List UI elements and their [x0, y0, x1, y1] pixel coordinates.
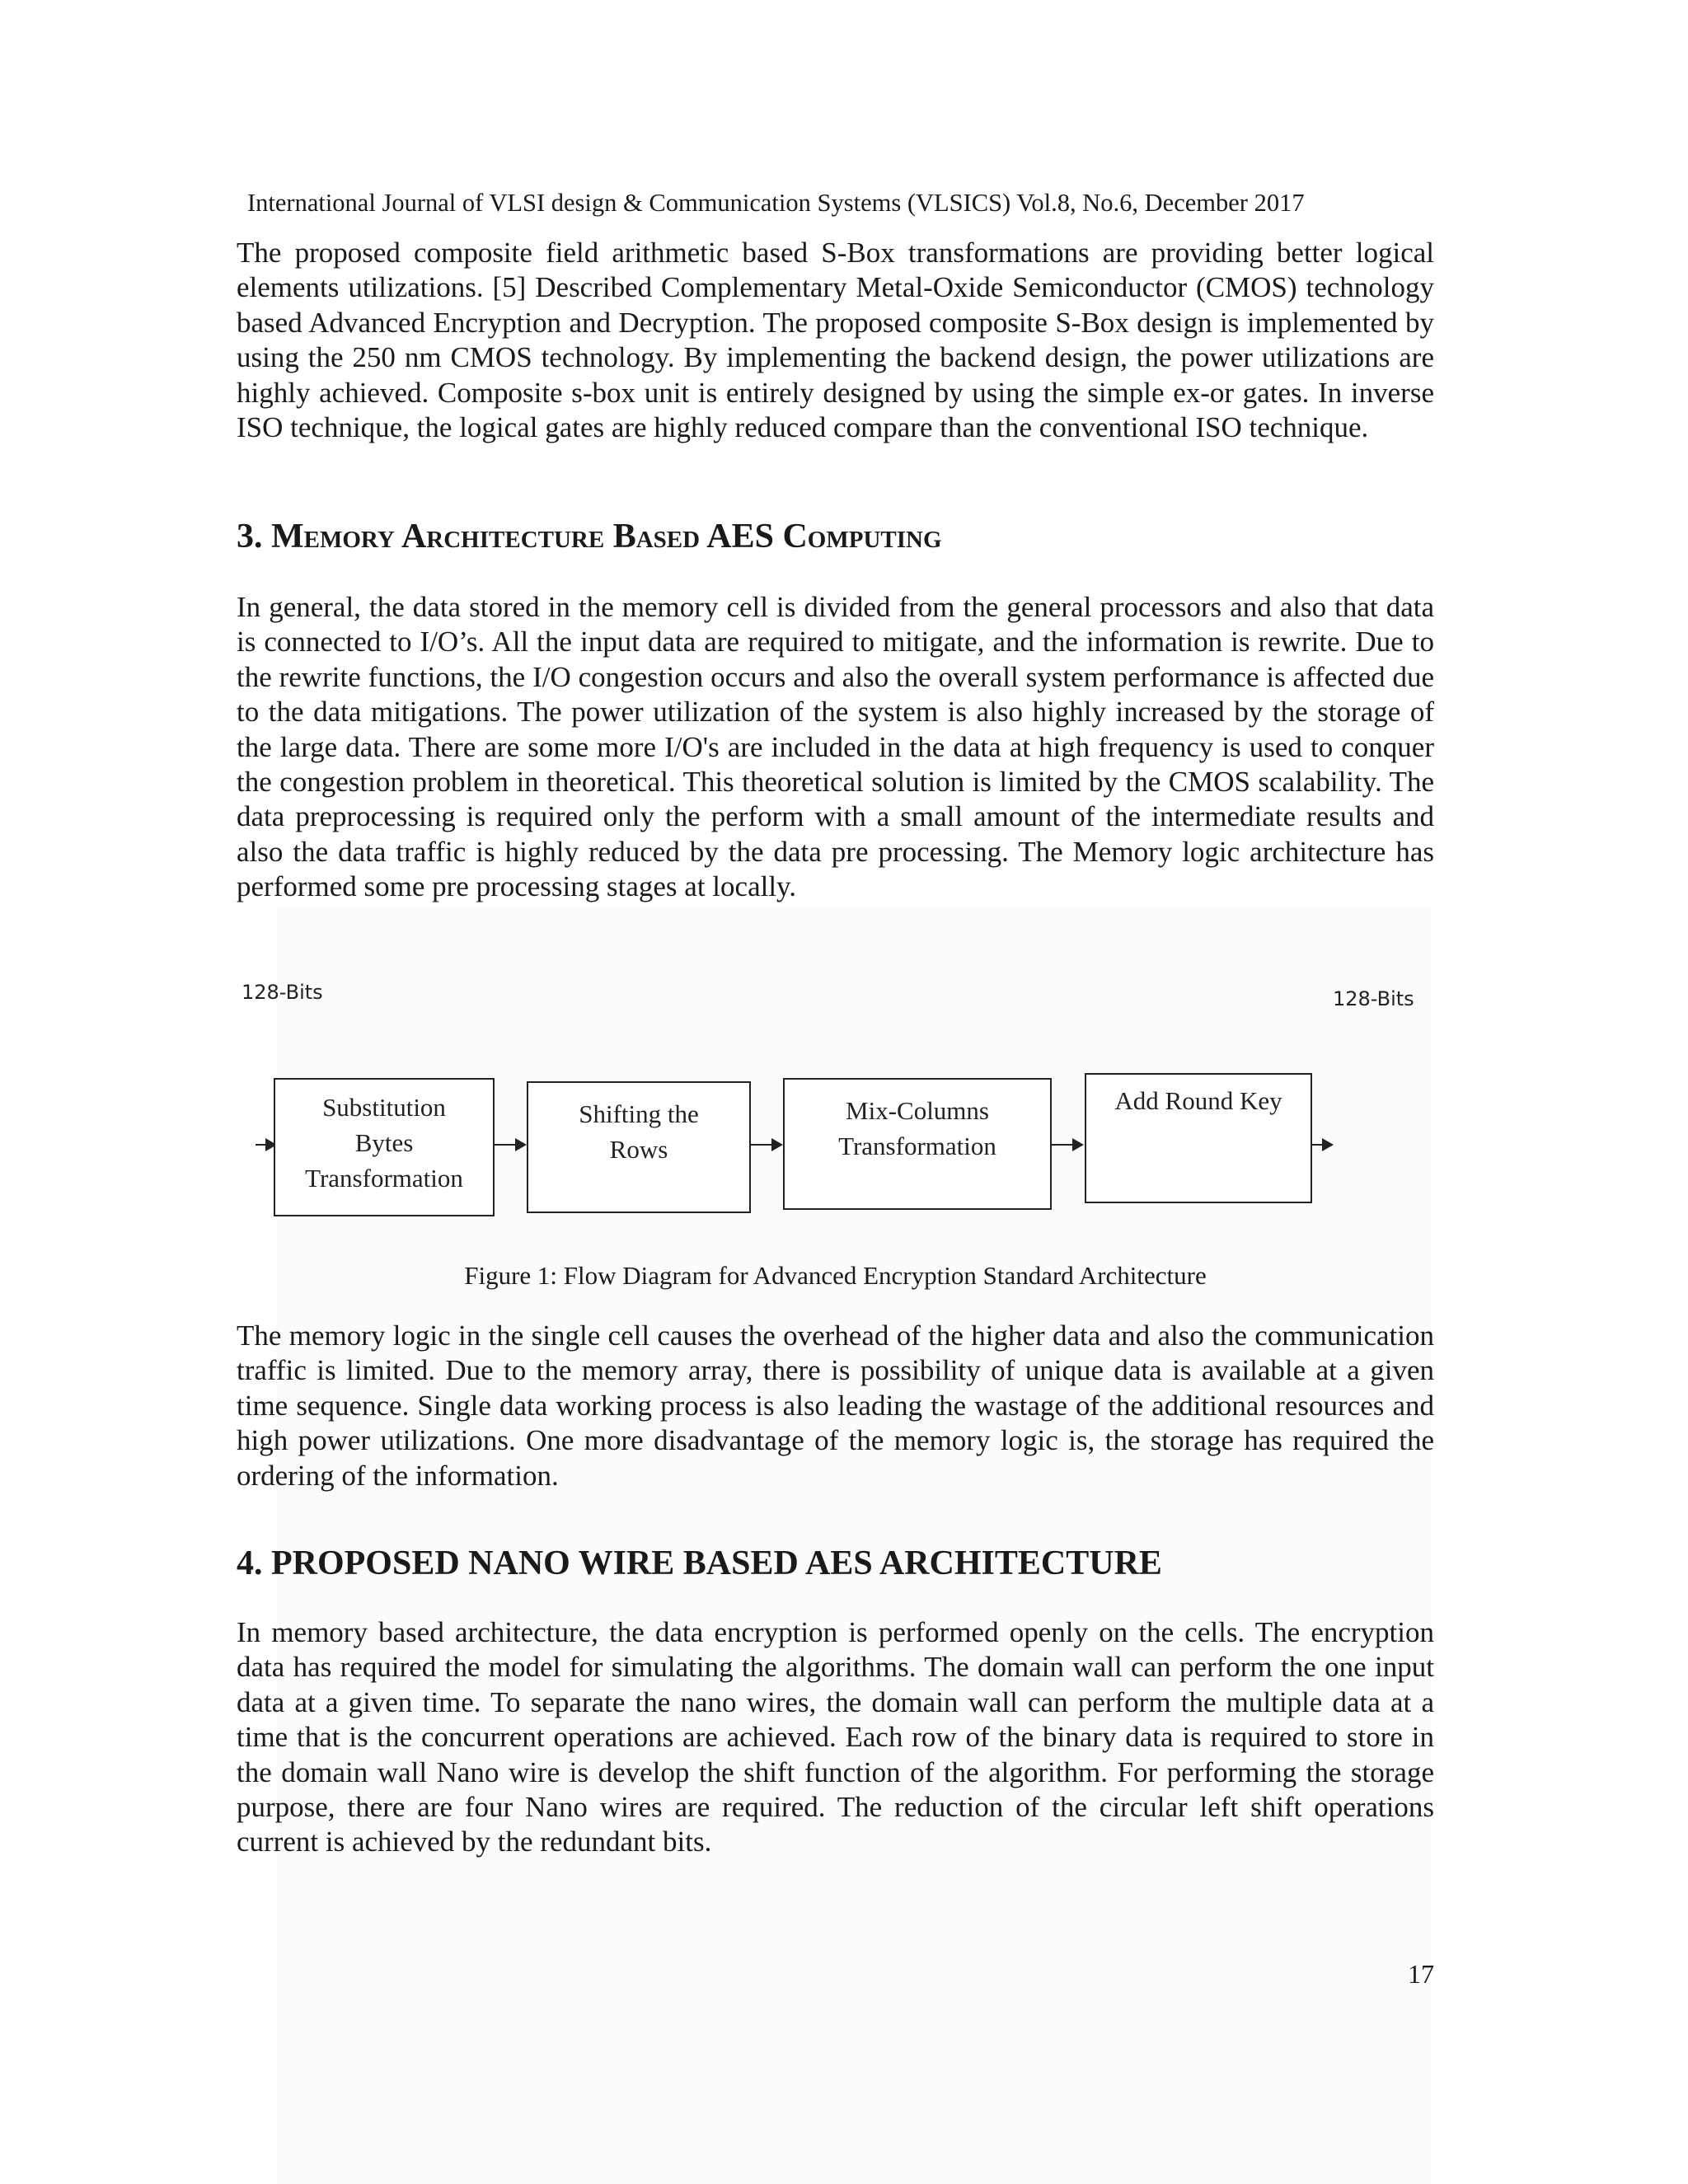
flow-arrow — [1052, 1144, 1081, 1146]
section-4-number: 4. — [237, 1544, 263, 1582]
block-label-line: Rows — [609, 1135, 668, 1164]
input-arrow — [256, 1144, 274, 1146]
input-bits-label: 128-Bits — [241, 981, 323, 1004]
section-4-title: PROPOSED NANO WIRE BASED AES ARCHITECTURE — [271, 1544, 1162, 1582]
intro-paragraph: The proposed composite field arithmetic based S-Box transformations are providing better logical elements utilizations. [5] Described Complementary Metal-Oxide Semiconductor (CMOS) technology based Advanced Encryption and Decryption. The proposed composite S-Box design is implemented by using the 250 nm CMOS technology. By implementing the backend design, the power utilizations are highly achieved. Composite s-box unit is entirely designed by using the simple ex-or gates. In inverse ISO technique, the logical gates are highly reduced compare than the conventional ISO technique. — [237, 237, 1434, 444]
mix-columns-block — [783, 1078, 1052, 1210]
page-number: 17 — [1408, 1959, 1434, 1989]
block-label-line: Transformation — [305, 1164, 463, 1193]
section-3-title: Memory Architecture Based AES Computing — [271, 518, 942, 555]
memory-logic-paragraph: The memory logic in the single cell causes the overhead of the higher data and also the communication traffic is limited. Due to the memory array, there is possibility of unique data is available at a given time sequence. Single data working process is also leading the wastage of the additional resources and high power utilizations. One more disadvantage of the memory logic is, the storage has required the ordering of the information. — [237, 1319, 1434, 1492]
substitution-bytes-block — [274, 1078, 495, 1216]
block-label-line: Mix-Columns — [846, 1096, 989, 1125]
figure-1-caption: Figure 1: Flow Diagram for Advanced Encryption Standard Architecture — [464, 1261, 1207, 1290]
section-3-paragraph: In general, the data stored in the memory cell is divided from the general processors and also that data is connected to I/O’s. All the input data are required to mitigate, and the information is rewrite. Due to the rewrite functions, the I/O congestion occurs and also the overall system performance is affected due to the data mitigations. The power utilization of the system is also highly increased by the storage of the large data. There are some more I/O's are included in the data at high frequency is used to conquer the congestion problem in theoretical. This theoretical solution is limited by the CMOS scalability. The data preprocessing is required only the perform with a small amount of the intermediate results and also the data traffic is highly reduced by the data pre processing. The Memory logic architecture has performed some pre processing stages at locally. — [237, 591, 1434, 903]
output-bits-label: 128-Bits — [1333, 987, 1414, 1010]
block-label-line: Bytes — [354, 1128, 414, 1157]
flow-arrow — [495, 1144, 523, 1146]
block-label-line: Shifting the — [579, 1099, 699, 1128]
section-4-heading — [237, 1543, 1440, 1584]
shift-rows-block — [527, 1081, 751, 1213]
block-label-line: Substitution — [322, 1093, 446, 1122]
aes-flow-diagram — [237, 981, 1440, 1253]
block-label-line: Transformation — [838, 1132, 996, 1160]
section-4-paragraph: In memory based architecture, the data encryption is performed openly on the cells. The encryption data has required the model for simulating the algorithms. The domain wall can perform the one input data at a given time. To separate the nano wires, the domain wall can perform the multiple data at a time that is the concurrent operations are achieved. Each row of the binary data is required to store in the domain wall Nano wire is develop the shift function of the algorithm. For performing the storage purpose, there are four Nano wires are required. The reduction of the circular left shift operations current is achieved by the redundant bits. — [237, 1616, 1434, 1858]
output-arrow — [1312, 1144, 1330, 1146]
running-header: International Journal of VLSI design & Communication Systems (VLSICS) Vol.8, No.6, December 2017 — [247, 189, 1305, 217]
section-3-heading — [237, 516, 1440, 557]
section-3-number: 3. — [237, 518, 263, 555]
add-round-key-block — [1085, 1073, 1312, 1203]
flow-arrow — [751, 1144, 780, 1146]
block-label-line: Add Round Key — [1114, 1086, 1282, 1115]
